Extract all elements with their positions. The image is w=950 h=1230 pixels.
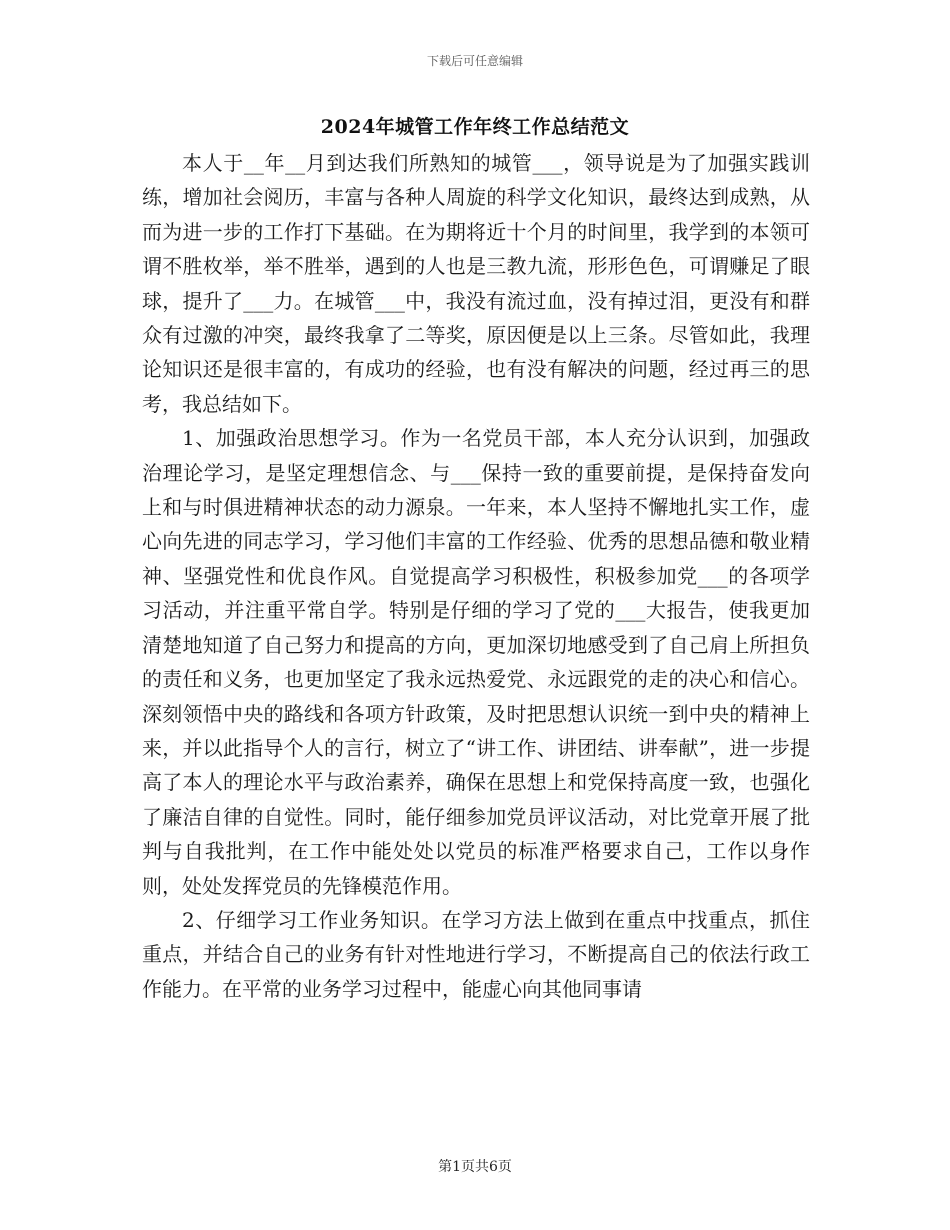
paragraph-political-study: 1、加强政治思想学习。作为一名党员干部，本人充分认识到，加强政治理论学习，是坚定理想信念、与___保持一致的重要前提，是保持奋发向上和与时俱进精神状态的动力源泉。一年来，本人坚持不懈地扎实工作，虚心向先进的同志学习，学习他们丰富的工作经验、优秀的思想品德和敬业精神、坚强党性和优良作风。自觉提高学习积极性，积极参加党___的各项学习活动，并注重平常自学。特别是仔细的学习了党的___大报告，使我更加清楚地知道了自己努力和提高的方向，更加深切地感受到了自己肩上所担负的责任和义务，也更加坚定了我永远热爱党、永远跟党的走的决心和信心。深刻领悟中央的路线和各项方针政策，及时把思想认识统一到中央的精神上来，并以此指导个人的言行，树立了“讲工作、讲团结、讲奉献”，进一步提高了本人的理论水平与政治素养，确保在思想上和党保持高度一致，也强化了廉洁自律的自觉性。同时，能仔细参加党员评议活动，对比党章开展了批判与自我批判，在工作中能处处以党员的标准严格要求自己，工作以身作则，处处发挥党员的先锋模范作用。 (142, 426, 810, 898)
page-number: 第1页共6页 (438, 1159, 512, 1175)
header-note: 下载后可任意编辑 (426, 54, 523, 68)
document-body (142, 146, 810, 1006)
document-title: 2024年城管工作年终工作总结范文 (320, 116, 630, 138)
paragraph-business-study: 2、仔细学习工作业务知识。在学习方法上做到在重点中找重点，抓住重点，并结合自己的业务有针对性地进行学习，不断提高自己的依法行政工作能力。在平常的业务学习过程中，能虚心向其他同事请 (142, 907, 810, 1001)
paragraph-intro: 本人于__年__月到达我们所熟知的城管___，领导说是为了加强实践训练，增加社会阅历，丰富与各种人周旋的科学文化知识，最终达到成熟，从而为进一步的工作打下基础。在为期将近十个月的时间里，我学到的本领可谓不胜枚举，举不胜举，遇到的人也是三教九流，形形色色，可谓赚足了眼球，提升了___力。在城管___中，我没有流过血，没有掉过泪，更没有和群众有过激的冲突，最终我拿了二等奖，原因便是以上三条。尽管如此，我理论知识还是很丰富的，有成功的经验，也有没有解决的问题，经过再三的思考，我总结如下。 (142, 151, 810, 416)
